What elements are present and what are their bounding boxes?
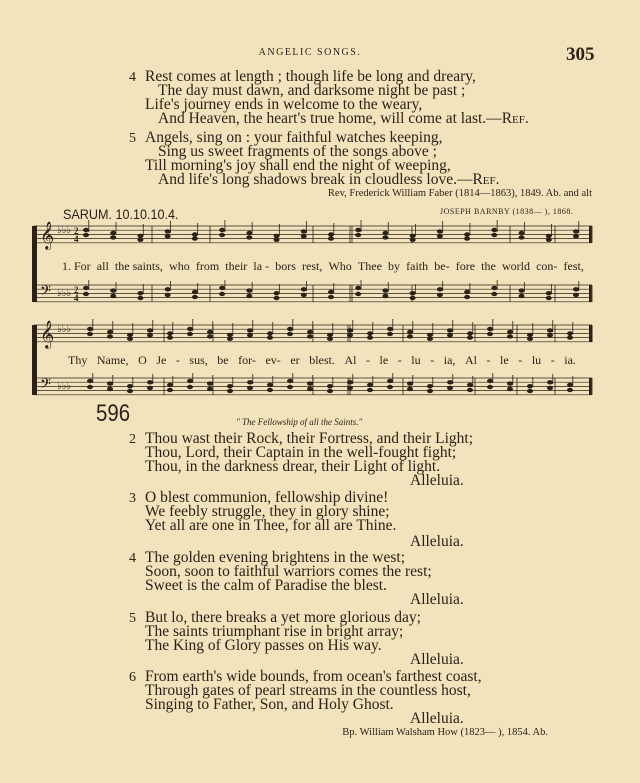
note-head <box>410 296 416 300</box>
note-head <box>227 337 233 341</box>
lyric-syllable: Thy <box>68 353 88 367</box>
treble-clef-icon: 𝄞 <box>40 221 55 249</box>
note-head <box>387 385 393 389</box>
note-head <box>207 387 213 391</box>
note-head <box>287 332 293 336</box>
verse-line: From earth's wide bounds, from ocean's farthest coast, <box>145 668 482 685</box>
verse-number: 5 <box>129 131 136 146</box>
lyric-syllable: all <box>96 259 109 273</box>
note-head <box>83 286 89 290</box>
note-head <box>382 288 388 292</box>
note-head <box>573 287 579 291</box>
alleluia-line: Alleluia. <box>410 651 464 668</box>
note-head <box>467 335 473 339</box>
note-head <box>355 228 361 232</box>
author-attribution: Bp. William Walsham How (1823— ), 1854. Ab. <box>342 727 548 738</box>
note-head <box>127 384 133 388</box>
note-head <box>87 327 93 331</box>
note-head <box>83 292 89 296</box>
note-head <box>110 235 116 239</box>
note-head <box>267 383 273 387</box>
note-head <box>137 234 143 238</box>
hymn-caption: " The Fellowship of all the Saints." <box>236 417 363 427</box>
note-head <box>165 287 171 291</box>
verse-line: Thou, in the darkness drear, their Light of light. <box>145 458 441 475</box>
verse-line: We feebly struggle, they in glory shine; <box>145 503 390 520</box>
note-head <box>246 294 252 298</box>
final-bar <box>589 325 592 342</box>
note-head <box>107 387 113 391</box>
lyric-syllable: - <box>486 353 491 367</box>
note-head <box>437 293 443 297</box>
note-head <box>328 290 334 294</box>
note-head <box>519 231 525 235</box>
note-head <box>519 294 525 298</box>
final-bar <box>589 226 592 243</box>
time-signature: 4 <box>74 234 79 244</box>
note-head <box>167 388 173 392</box>
note-head <box>147 333 153 337</box>
lyric-syllable: faith <box>406 259 429 273</box>
tune-name: SARUM. 10.10.10.4. <box>63 206 179 222</box>
note-head <box>573 293 579 297</box>
note-head <box>219 233 225 237</box>
note-head <box>207 330 213 334</box>
verse-line: The golden evening brightens in the west; <box>145 549 405 566</box>
note-head <box>367 388 373 392</box>
note-head <box>187 379 193 383</box>
alleluia-line: Alleluia. <box>410 533 464 550</box>
note-head <box>447 333 453 337</box>
lyric-syllable: 1. For <box>62 259 91 273</box>
note-head <box>547 328 553 332</box>
note-head <box>246 231 252 235</box>
note-head <box>507 387 513 391</box>
verse-line: The King of Glory passes on His way. <box>145 637 382 654</box>
time-signature: 4 <box>74 293 79 303</box>
note-head <box>207 334 213 338</box>
note-head <box>547 386 553 390</box>
note-head <box>355 286 361 290</box>
lyric-syllable: be- <box>434 259 450 273</box>
lyric-syllable: - <box>518 353 523 367</box>
lyric-syllable: Name, <box>96 353 129 367</box>
lyric-syllable: for- <box>238 353 256 367</box>
note-head <box>467 383 473 387</box>
final-bar <box>589 378 592 395</box>
note-head <box>192 232 198 236</box>
note-head <box>127 337 133 341</box>
note-head <box>110 294 116 298</box>
note-head <box>547 333 553 337</box>
verse-line: Thou wast their Rock, their Fortress, and their Light; <box>145 430 474 447</box>
note-head <box>110 231 116 235</box>
note-head <box>527 384 533 388</box>
note-head <box>165 229 171 233</box>
note-head <box>546 296 552 300</box>
lyric-syllable: ia. <box>564 353 576 367</box>
verse-line: Thou, Lord, their Captain in the well-fought fight; <box>145 444 457 461</box>
note-head <box>83 233 89 237</box>
author-attribution: Rev, Frederick William Faber (1814—1863), 1849. Ab. and alt <box>327 188 592 199</box>
note-head <box>274 291 280 295</box>
verse-line-text: And life's long shadows break in cloudless love.— <box>158 171 473 188</box>
note-head <box>227 333 233 337</box>
verse-line-text: And Heaven, the heart's true home, will come at last.— <box>158 110 502 127</box>
note-head <box>301 293 307 297</box>
note-head <box>547 380 553 384</box>
verse-line: Sing us sweet fragments of the songs above ; <box>158 143 437 160</box>
verse-line: O blest communion, fellowship divine! <box>145 489 389 506</box>
note-head <box>246 288 252 292</box>
time-signature: 2 <box>74 285 79 295</box>
note-head <box>167 331 173 335</box>
verse-number: 5 <box>129 611 136 626</box>
lyric-syllable: con- <box>536 259 558 273</box>
composer-credit: JOSEPH BARNBY (1838— ), 1868. <box>440 207 574 216</box>
note-head <box>147 380 153 384</box>
lyric-syllable: - <box>430 353 435 367</box>
lyric-syllable: sus, <box>189 353 208 367</box>
note-head <box>507 334 513 338</box>
note-head <box>287 379 293 383</box>
note-head <box>367 331 373 335</box>
note-head <box>83 228 89 232</box>
note-head <box>274 238 280 242</box>
verse-line: Till morning's joy shall end the night of weeping, <box>145 157 451 174</box>
note-head <box>427 389 433 393</box>
note-head <box>491 292 497 296</box>
verse-line: Soon, soon to faithful warriors comes the rest; <box>145 563 432 580</box>
note-head <box>527 333 533 337</box>
note-head <box>491 286 497 290</box>
note-head <box>427 337 433 341</box>
note-head <box>127 333 133 337</box>
note-head <box>107 334 113 338</box>
note-head <box>165 293 171 297</box>
lyric-syllable: - <box>175 353 180 367</box>
note-head <box>192 290 198 294</box>
lyric-syllable: fest, <box>563 259 584 273</box>
lyric-syllable: the saints, <box>114 259 163 273</box>
note-head <box>227 389 233 393</box>
note-head <box>274 296 280 300</box>
lyric-syllable: their <box>225 259 248 273</box>
note-head <box>328 236 334 240</box>
note-head <box>301 287 307 291</box>
note-head <box>301 229 307 233</box>
lyric-syllable: world <box>501 259 530 273</box>
verse-line: Through gates of pearl streams in the countless host, <box>145 682 471 699</box>
note-head <box>219 228 225 232</box>
bass-clef-icon: 𝄢 <box>40 376 51 396</box>
note-head <box>407 381 413 385</box>
note-head <box>307 381 313 385</box>
note-head <box>327 337 333 341</box>
note-head <box>546 291 552 295</box>
note-head <box>427 333 433 337</box>
verse-number: 6 <box>129 670 136 685</box>
note-head <box>307 330 313 334</box>
lyrics-line-1 <box>62 259 584 274</box>
note-head <box>464 290 470 294</box>
lyric-syllable: ev- <box>265 353 281 367</box>
note-head <box>107 330 113 334</box>
refrain-marker: Ref. <box>501 110 529 127</box>
note-head <box>137 238 143 242</box>
note-head <box>387 327 393 331</box>
lyric-syllable: lu <box>531 353 542 367</box>
note-head <box>491 228 497 232</box>
note-head <box>307 387 313 391</box>
note-head <box>227 384 233 388</box>
lyric-syllable: who <box>169 259 190 273</box>
note-head <box>407 387 413 391</box>
verse-number: 4 <box>129 551 136 566</box>
note-head <box>387 332 393 336</box>
note-head <box>347 380 353 384</box>
note-head <box>573 234 579 238</box>
lyric-syllable: Thee <box>357 259 382 273</box>
note-head <box>546 238 552 242</box>
verse-line: The day must dawn, and darksome night be past ; <box>158 82 466 99</box>
note-head <box>437 229 443 233</box>
note-head <box>567 388 573 392</box>
note-head <box>567 331 573 335</box>
note-head <box>487 327 493 331</box>
verse-line: But lo, there breaks a yet more glorious day; <box>145 609 421 626</box>
lyric-syllable: rest, <box>302 259 323 273</box>
note-head <box>487 379 493 383</box>
note-head <box>519 288 525 292</box>
lyric-syllable: er <box>290 353 300 367</box>
verse-number: 2 <box>129 432 136 447</box>
lyric-syllable: le <box>500 353 509 367</box>
note-head <box>167 335 173 339</box>
lyric-syllable: from <box>195 259 220 273</box>
lyric-syllable: the <box>481 259 496 273</box>
note-head <box>347 328 353 332</box>
final-bar <box>589 285 592 302</box>
verse-number: 3 <box>129 491 136 506</box>
note-head <box>327 333 333 337</box>
note-head <box>207 381 213 385</box>
note-head <box>165 234 171 238</box>
lyric-syllable: lu <box>411 353 421 367</box>
note-head <box>464 236 470 240</box>
note-head <box>367 383 373 387</box>
note-head <box>267 331 273 335</box>
note-head <box>407 334 413 338</box>
verse-number: 4 <box>129 70 136 85</box>
note-head <box>567 335 573 339</box>
treble-clef-icon: 𝄞 <box>40 320 55 348</box>
note-head <box>527 337 533 341</box>
lyric-syllable: O <box>138 353 147 367</box>
note-head <box>247 386 253 390</box>
page-number: 305 <box>566 44 595 65</box>
note-head <box>382 235 388 239</box>
alleluia-line: Alleluia. <box>410 472 464 489</box>
lyric-syllable: - <box>397 353 402 367</box>
note-head <box>407 330 413 334</box>
alleluia-line: Alleluia. <box>410 591 464 608</box>
note-head <box>110 288 116 292</box>
lyric-syllable: ia, <box>443 353 456 367</box>
alleluia-line: Alleluia. <box>410 710 464 727</box>
note-head <box>247 380 253 384</box>
note-head <box>355 292 361 296</box>
lyric-syllable: le <box>379 353 389 367</box>
note-head <box>192 295 198 299</box>
note-head <box>382 231 388 235</box>
verse-line: Sweet is the calm of Paradise the blest. <box>145 577 387 594</box>
note-head <box>437 234 443 238</box>
note-head <box>546 234 552 238</box>
lyric-syllable: Al <box>344 353 357 367</box>
lyric-syllable: be <box>217 353 229 367</box>
lyric-syllable: - <box>365 353 370 367</box>
note-head <box>219 286 225 290</box>
note-head <box>410 291 416 295</box>
note-head <box>307 334 313 338</box>
lyric-syllable: fore <box>455 259 476 273</box>
note-head <box>147 386 153 390</box>
note-head <box>410 238 416 242</box>
note-head <box>437 287 443 291</box>
note-head <box>267 335 273 339</box>
note-head <box>410 234 416 238</box>
note-head <box>328 232 334 236</box>
note-head <box>137 296 143 300</box>
key-signature-flats: ♭♭♭ <box>57 288 72 299</box>
note-head <box>527 389 533 393</box>
key-signature-flats: ♭♭♭ <box>57 225 72 236</box>
refrain-marker: Ref. <box>472 171 500 188</box>
system-brace <box>32 325 37 395</box>
note-head <box>87 379 93 383</box>
note-head <box>447 328 453 332</box>
note-head <box>327 389 333 393</box>
bass-clef-icon: 𝄢 <box>40 283 51 303</box>
note-head <box>467 388 473 392</box>
verse-line: Singing to Father, Son, and Holy Ghost. <box>145 696 394 713</box>
note-head <box>367 335 373 339</box>
note-head <box>187 385 193 389</box>
time-signature: 2 <box>74 226 79 236</box>
note-head <box>167 383 173 387</box>
note-head <box>187 332 193 336</box>
note-head <box>387 379 393 383</box>
note-head <box>274 234 280 238</box>
note-head <box>507 381 513 385</box>
note-head <box>447 386 453 390</box>
note-head <box>287 327 293 331</box>
verse-line: Rest comes at length ; though life be long and dreary, <box>145 68 476 85</box>
verse-line: Yet all are one in Thee, for all are Thine. <box>145 517 397 534</box>
note-head <box>487 332 493 336</box>
lyric-syllable: Al <box>464 353 477 367</box>
note-head <box>147 328 153 332</box>
note-head <box>328 295 334 299</box>
note-head <box>567 383 573 387</box>
lyric-syllable: blest. <box>309 353 335 367</box>
running-title: ANGELIC SONGS. <box>258 47 362 58</box>
note-head <box>464 295 470 299</box>
note-head <box>127 389 133 393</box>
note-head <box>247 328 253 332</box>
note-head <box>301 234 307 238</box>
note-head <box>192 236 198 240</box>
note-head <box>327 384 333 388</box>
lyric-syllable: Who <box>328 259 352 273</box>
note-head <box>467 331 473 335</box>
lyric-syllable: Je <box>156 353 167 367</box>
note-head <box>187 327 193 331</box>
note-head <box>427 384 433 388</box>
note-head <box>87 332 93 336</box>
note-head <box>287 385 293 389</box>
note-head <box>573 229 579 233</box>
note-head <box>447 380 453 384</box>
note-head <box>267 388 273 392</box>
note-head <box>247 333 253 337</box>
verse-line: Life's journey ends in welcome to the weary, <box>145 96 423 113</box>
note-head <box>382 294 388 298</box>
note-head <box>107 381 113 385</box>
verse-line: The saints triumphant rise in bright array; <box>145 623 404 640</box>
note-head <box>87 385 93 389</box>
note-head <box>355 233 361 237</box>
hymn-number: 596 <box>96 400 131 427</box>
note-head <box>347 333 353 337</box>
note-head <box>464 232 470 236</box>
lyric-syllable: la - <box>253 259 270 273</box>
lyric-syllable: - <box>550 353 555 367</box>
note-head <box>137 291 143 295</box>
verse-line: Angels, sing on : your faithful watches keeping, <box>145 129 443 146</box>
note-head <box>347 386 353 390</box>
note-head <box>507 330 513 334</box>
note-head <box>491 233 497 237</box>
lyrics-line-2 <box>68 353 576 368</box>
system-brace <box>32 226 37 302</box>
key-signature-flats: ♭♭♭ <box>57 324 72 335</box>
note-head <box>487 385 493 389</box>
lyric-syllable: by <box>388 259 401 273</box>
lyric-syllable: bors <box>275 259 296 273</box>
note-head <box>246 235 252 239</box>
note-head <box>519 235 525 239</box>
key-signature-flats: ♭♭♭ <box>57 381 72 392</box>
note-head <box>219 292 225 296</box>
